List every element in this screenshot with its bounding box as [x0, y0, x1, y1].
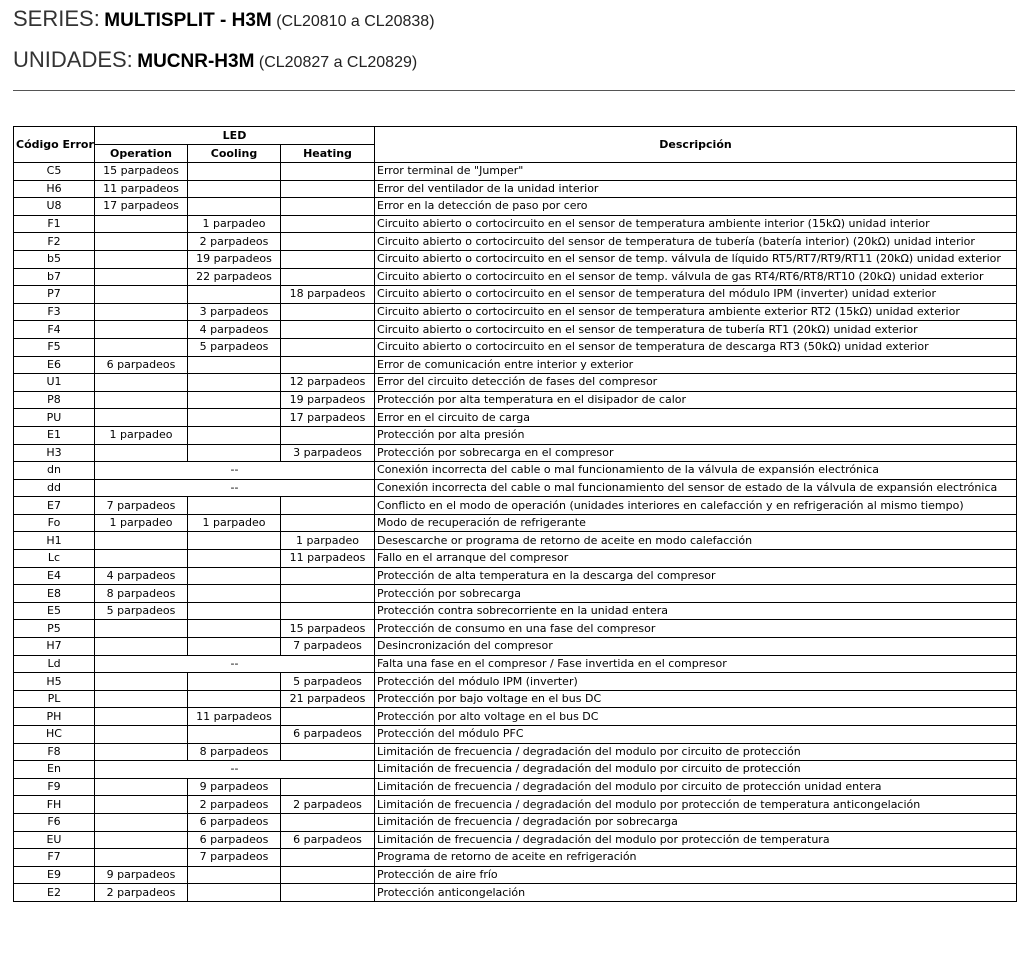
error-code-cell: P7	[14, 286, 95, 304]
cooling-led-cell	[188, 374, 281, 392]
cooling-led-cell: 1 parpadeo	[188, 514, 281, 532]
table-row	[14, 638, 1017, 656]
description-cell: Protección del módulo IPM (inverter)	[375, 673, 1017, 691]
cooling-led-cell	[188, 673, 281, 691]
heating-led-cell	[281, 268, 375, 286]
description-cell: Programa de retorno de aceite en refrigeración	[375, 849, 1017, 867]
error-code-cell: E2	[14, 884, 95, 902]
operation-led-cell	[95, 831, 188, 849]
description-cell: Modo de recuperación de refrigerante	[375, 514, 1017, 532]
cooling-led-cell	[188, 286, 281, 304]
cooling-led-cell	[188, 444, 281, 462]
table-row	[14, 831, 1017, 849]
cooling-led-cell: 8 parpadeos	[188, 743, 281, 761]
error-code-cell: Ld	[14, 655, 95, 673]
table-row	[14, 602, 1017, 620]
heating-led-cell	[281, 303, 375, 321]
error-code-cell: H5	[14, 673, 95, 691]
cooling-led-cell: 19 parpadeos	[188, 250, 281, 268]
heating-led-cell	[281, 778, 375, 796]
error-code-cell: E5	[14, 602, 95, 620]
error-code-cell: FH	[14, 796, 95, 814]
table-row	[14, 813, 1017, 831]
operation-led-cell: 2 parpadeos	[95, 884, 188, 902]
operation-led-cell	[95, 620, 188, 638]
error-code-cell: b7	[14, 268, 95, 286]
operation-led-cell	[95, 726, 188, 744]
description-cell: Circuito abierto o cortocircuito del sensor de temperatura de tubería (batería interior) (20kΩ) unidad interior	[375, 233, 1017, 251]
heating-led-cell	[281, 585, 375, 603]
error-code-table	[13, 126, 1017, 902]
description-cell: Error del ventilador de la unidad interior	[375, 180, 1017, 198]
error-code-cell: H6	[14, 180, 95, 198]
led-merged-cell: --	[95, 655, 375, 673]
description-cell: Circuito abierto o cortocircuito en el sensor de temperatura ambiente exterior RT2 (15kΩ) unidad exterior	[375, 303, 1017, 321]
error-code-cell: b5	[14, 250, 95, 268]
cooling-led-cell	[188, 391, 281, 409]
description-cell: Circuito abierto o cortocircuito en el sensor de temp. válvula de líquido RT5/RT7/RT9/RT11 (20kΩ) unidad exterior	[375, 250, 1017, 268]
table-row	[14, 550, 1017, 568]
cooling-led-cell: 6 parpadeos	[188, 831, 281, 849]
table-row	[14, 233, 1017, 251]
led-merged-cell: --	[95, 479, 375, 497]
cooling-led-cell	[188, 585, 281, 603]
table-row	[14, 514, 1017, 532]
heating-led-cell	[281, 321, 375, 339]
description-cell: Error terminal de "Jumper"	[375, 163, 1017, 181]
description-cell: Error en el circuito de carga	[375, 409, 1017, 427]
cooling-led-cell: 22 parpadeos	[188, 268, 281, 286]
heating-led-cell: 7 parpadeos	[281, 638, 375, 656]
heating-led-cell: 12 parpadeos	[281, 374, 375, 392]
cooling-led-cell	[188, 602, 281, 620]
error-code-cell: E9	[14, 866, 95, 884]
heating-led-cell	[281, 215, 375, 233]
units-model: MUCNR-H3M	[137, 51, 255, 72]
heating-led-cell: 2 parpadeos	[281, 796, 375, 814]
error-rows	[14, 163, 1017, 902]
operation-led-cell: 6 parpadeos	[95, 356, 188, 374]
cooling-led-cell	[188, 638, 281, 656]
error-code-cell: C5	[14, 163, 95, 181]
table-row	[14, 497, 1017, 515]
error-code-cell: EU	[14, 831, 95, 849]
cooling-led-cell: 2 parpadeos	[188, 796, 281, 814]
operation-led-cell	[95, 444, 188, 462]
description-cell: Protección por alta temperatura en el disipador de calor	[375, 391, 1017, 409]
cooling-led-cell	[188, 726, 281, 744]
series-model: MULTISPLIT - H3M	[104, 10, 272, 31]
header-code: Código Error	[14, 127, 95, 163]
table-row	[14, 761, 1017, 779]
cooling-led-cell: 2 parpadeos	[188, 233, 281, 251]
table-row	[14, 532, 1017, 550]
heating-led-cell	[281, 163, 375, 181]
table-row	[14, 163, 1017, 181]
operation-led-cell: 5 parpadeos	[95, 602, 188, 620]
cooling-led-cell	[188, 409, 281, 427]
operation-led-cell: 15 parpadeos	[95, 163, 188, 181]
description-cell: Limitación de frecuencia / degradación del modulo por circuito de protección unidad entera	[375, 778, 1017, 796]
heating-led-cell	[281, 743, 375, 761]
table-row	[14, 268, 1017, 286]
heating-led-cell: 6 parpadeos	[281, 726, 375, 744]
description-cell: Protección por sobrecarga	[375, 585, 1017, 603]
units-label: UNIDADES:	[13, 47, 133, 72]
cooling-led-cell	[188, 163, 281, 181]
description-cell: Conexión incorrecta del cable o mal funcionamiento del sensor de estado de la válvula de expansión electrónica	[375, 479, 1017, 497]
series-heading	[13, 6, 435, 32]
error-code-cell: F2	[14, 233, 95, 251]
description-cell: Circuito abierto o cortocircuito en el sensor de temperatura de tubería RT1 (20kΩ) unidad exterior	[375, 321, 1017, 339]
heating-led-cell	[281, 884, 375, 902]
description-cell: Conexión incorrecta del cable o mal funcionamiento de la válvula de expansión electrónica	[375, 462, 1017, 480]
cooling-led-cell: 6 parpadeos	[188, 813, 281, 831]
error-code-cell: H1	[14, 532, 95, 550]
cooling-led-cell	[188, 426, 281, 444]
description-cell: Desincronización del compresor	[375, 638, 1017, 656]
cooling-led-cell: 7 parpadeos	[188, 849, 281, 867]
operation-led-cell	[95, 233, 188, 251]
cooling-led-cell	[188, 620, 281, 638]
operation-led-cell	[95, 638, 188, 656]
error-code-cell: F5	[14, 338, 95, 356]
led-merged-cell: --	[95, 761, 375, 779]
header-cooling: Cooling	[188, 145, 281, 163]
description-cell: Circuito abierto o cortocircuito en el sensor de temperatura ambiente interior (15kΩ) unidad interior	[375, 215, 1017, 233]
error-code-cell: E1	[14, 426, 95, 444]
heating-led-cell	[281, 567, 375, 585]
table-row	[14, 198, 1017, 216]
header-led: LED	[95, 127, 375, 145]
error-code-cell: dn	[14, 462, 95, 480]
error-code-cell: E8	[14, 585, 95, 603]
description-cell: Protección de consumo en una fase del compresor	[375, 620, 1017, 638]
table-row	[14, 866, 1017, 884]
description-cell: Limitación de frecuencia / degradación del modulo por protección de temperatura anticongelación	[375, 796, 1017, 814]
table-row	[14, 884, 1017, 902]
operation-led-cell	[95, 338, 188, 356]
header-divider	[13, 90, 1015, 91]
table-row	[14, 708, 1017, 726]
cooling-led-cell	[188, 180, 281, 198]
heating-led-cell	[281, 233, 375, 251]
table-row	[14, 374, 1017, 392]
cooling-led-cell	[188, 356, 281, 374]
heating-led-cell	[281, 866, 375, 884]
error-code-cell: H7	[14, 638, 95, 656]
heating-led-cell: 21 parpadeos	[281, 690, 375, 708]
description-cell: Error del circuito detección de fases del compresor	[375, 374, 1017, 392]
table-row	[14, 215, 1017, 233]
description-cell: Limitación de frecuencia / degradación por sobrecarga	[375, 813, 1017, 831]
cooling-led-cell: 4 parpadeos	[188, 321, 281, 339]
operation-led-cell: 11 parpadeos	[95, 180, 188, 198]
cooling-led-cell: 5 parpadeos	[188, 338, 281, 356]
operation-led-cell	[95, 303, 188, 321]
heating-led-cell	[281, 497, 375, 515]
error-code-cell: PL	[14, 690, 95, 708]
error-code-cell: Fo	[14, 514, 95, 532]
operation-led-cell: 1 parpadeo	[95, 514, 188, 532]
header-heating: Heating	[281, 145, 375, 163]
error-code-cell: F7	[14, 849, 95, 867]
operation-led-cell	[95, 778, 188, 796]
description-cell: Conflicto en el modo de operación (unidades interiores en calefacción y en refrigeración al mismo tiempo)	[375, 497, 1017, 515]
description-cell: Limitación de frecuencia / degradación del modulo por circuito de protección	[375, 743, 1017, 761]
table-row	[14, 426, 1017, 444]
error-code-cell: H3	[14, 444, 95, 462]
table-row	[14, 321, 1017, 339]
table-row	[14, 620, 1017, 638]
operation-led-cell	[95, 532, 188, 550]
operation-led-cell	[95, 215, 188, 233]
description-cell: Circuito abierto o cortocircuito en el sensor de temperatura de descarga RT3 (50kΩ) unidad exterior	[375, 338, 1017, 356]
description-cell: Desescarche or programa de retorno de aceite en modo calefacción	[375, 532, 1017, 550]
operation-led-cell: 8 parpadeos	[95, 585, 188, 603]
operation-led-cell	[95, 743, 188, 761]
table-row	[14, 585, 1017, 603]
error-code-cell: U8	[14, 198, 95, 216]
heating-led-cell	[281, 426, 375, 444]
table-row	[14, 673, 1017, 691]
table-row	[14, 250, 1017, 268]
led-merged-cell: --	[95, 462, 375, 480]
heating-led-cell	[281, 338, 375, 356]
operation-led-cell	[95, 391, 188, 409]
error-code-cell: E7	[14, 497, 95, 515]
operation-led-cell	[95, 409, 188, 427]
table-row	[14, 462, 1017, 480]
operation-led-cell	[95, 708, 188, 726]
table-row	[14, 338, 1017, 356]
cooling-led-cell	[188, 690, 281, 708]
heating-led-cell	[281, 849, 375, 867]
table-row	[14, 303, 1017, 321]
cooling-led-cell: 9 parpadeos	[188, 778, 281, 796]
operation-led-cell: 17 parpadeos	[95, 198, 188, 216]
series-range: (CL20810 a CL20838)	[276, 13, 435, 30]
heating-led-cell: 5 parpadeos	[281, 673, 375, 691]
heating-led-cell	[281, 250, 375, 268]
table-row	[14, 655, 1017, 673]
table-row	[14, 796, 1017, 814]
description-cell: Falta una fase en el compresor / Fase invertida en el compresor	[375, 655, 1017, 673]
heating-led-cell	[281, 356, 375, 374]
operation-led-cell	[95, 250, 188, 268]
operation-led-cell	[95, 849, 188, 867]
description-cell: Limitación de frecuencia / degradación del modulo por circuito de protección	[375, 761, 1017, 779]
description-cell: Protección de alta temperatura en la descarga del compresor	[375, 567, 1017, 585]
error-code-cell: E6	[14, 356, 95, 374]
operation-led-cell: 1 parpadeo	[95, 426, 188, 444]
operation-led-cell	[95, 796, 188, 814]
heating-led-cell: 3 parpadeos	[281, 444, 375, 462]
description-cell: Protección por bajo voltage en el bus DC	[375, 690, 1017, 708]
heating-led-cell	[281, 180, 375, 198]
description-cell: Error en la detección de paso por cero	[375, 198, 1017, 216]
operation-led-cell	[95, 374, 188, 392]
error-code-cell: F8	[14, 743, 95, 761]
table-row	[14, 286, 1017, 304]
heating-led-cell: 17 parpadeos	[281, 409, 375, 427]
description-cell: Limitación de frecuencia / degradación del modulo por protección de temperatura	[375, 831, 1017, 849]
cooling-led-cell	[188, 567, 281, 585]
description-cell: Protección anticongelación	[375, 884, 1017, 902]
operation-led-cell	[95, 268, 188, 286]
heating-led-cell	[281, 602, 375, 620]
table-row	[14, 849, 1017, 867]
cooling-led-cell: 3 parpadeos	[188, 303, 281, 321]
cooling-led-cell: 11 parpadeos	[188, 708, 281, 726]
operation-led-cell	[95, 321, 188, 339]
units-heading	[13, 47, 417, 73]
cooling-led-cell	[188, 532, 281, 550]
table-row	[14, 356, 1017, 374]
heating-led-cell	[281, 198, 375, 216]
table-row	[14, 479, 1017, 497]
heating-led-cell: 1 parpadeo	[281, 532, 375, 550]
error-code-cell: E4	[14, 567, 95, 585]
cooling-led-cell	[188, 198, 281, 216]
heating-led-cell: 11 parpadeos	[281, 550, 375, 568]
operation-led-cell	[95, 813, 188, 831]
description-cell: Circuito abierto o cortocircuito en el sensor de temperatura del módulo IPM (inverter) unidad exterior	[375, 286, 1017, 304]
units-range: (CL20827 a CL20829)	[258, 54, 418, 71]
table-row	[14, 409, 1017, 427]
heating-led-cell: 19 parpadeos	[281, 391, 375, 409]
cooling-led-cell	[188, 497, 281, 515]
table-row	[14, 567, 1017, 585]
description-cell: Error de comunicación entre interior y exterior	[375, 356, 1017, 374]
description-cell: Protección del módulo PFC	[375, 726, 1017, 744]
description-cell: Circuito abierto o cortocircuito en el sensor de temp. válvula de gas RT4/RT6/RT8/RT10 (20kΩ) unidad exterior	[375, 268, 1017, 286]
operation-led-cell	[95, 550, 188, 568]
header-operation: Operation	[95, 145, 188, 163]
heating-led-cell: 15 parpadeos	[281, 620, 375, 638]
cooling-led-cell	[188, 866, 281, 884]
table-row	[14, 391, 1017, 409]
table-row	[14, 743, 1017, 761]
heating-led-cell	[281, 514, 375, 532]
error-code-cell: F1	[14, 215, 95, 233]
error-code-cell: dd	[14, 479, 95, 497]
operation-led-cell	[95, 286, 188, 304]
cooling-led-cell	[188, 884, 281, 902]
description-cell: Protección de aire frío	[375, 866, 1017, 884]
error-code-cell: F6	[14, 813, 95, 831]
operation-led-cell: 4 parpadeos	[95, 567, 188, 585]
series-label: SERIES:	[13, 6, 100, 31]
error-code-cell: F9	[14, 778, 95, 796]
operation-led-cell	[95, 690, 188, 708]
operation-led-cell: 9 parpadeos	[95, 866, 188, 884]
error-code-cell: P5	[14, 620, 95, 638]
error-code-cell: F4	[14, 321, 95, 339]
description-cell: Protección por sobrecarga en el compresor	[375, 444, 1017, 462]
cooling-led-cell: 1 parpadeo	[188, 215, 281, 233]
error-code-cell: U1	[14, 374, 95, 392]
error-code-cell: HC	[14, 726, 95, 744]
error-code-cell: P8	[14, 391, 95, 409]
table-row	[14, 690, 1017, 708]
error-code-cell: PH	[14, 708, 95, 726]
header-description: Descripción	[375, 127, 1017, 163]
error-code-cell: F3	[14, 303, 95, 321]
description-cell: Protección contra sobrecorriente en la unidad entera	[375, 602, 1017, 620]
table-row	[14, 444, 1017, 462]
operation-led-cell	[95, 673, 188, 691]
heating-led-cell	[281, 813, 375, 831]
table-row	[14, 726, 1017, 744]
table-row	[14, 180, 1017, 198]
table-row	[14, 778, 1017, 796]
operation-led-cell: 7 parpadeos	[95, 497, 188, 515]
cooling-led-cell	[188, 550, 281, 568]
error-code-cell: En	[14, 761, 95, 779]
description-cell: Fallo en el arranque del compresor	[375, 550, 1017, 568]
description-cell: Protección por alto voltage en el bus DC	[375, 708, 1017, 726]
error-code-cell: Lc	[14, 550, 95, 568]
description-cell: Protección por alta presión	[375, 426, 1017, 444]
heating-led-cell	[281, 708, 375, 726]
heating-led-cell: 6 parpadeos	[281, 831, 375, 849]
heating-led-cell: 18 parpadeos	[281, 286, 375, 304]
error-code-cell: PU	[14, 409, 95, 427]
